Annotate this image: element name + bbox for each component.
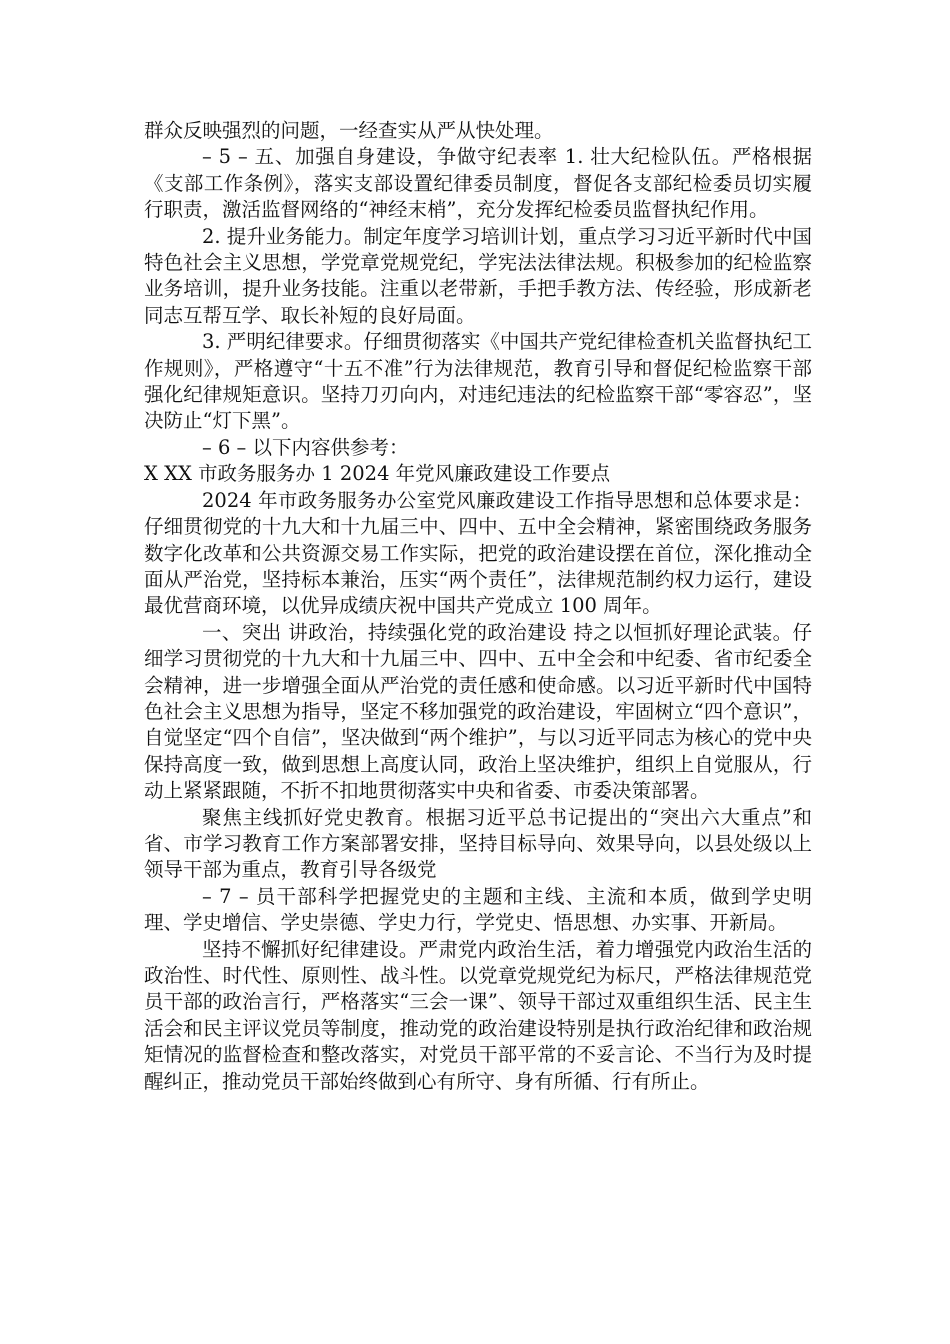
paragraph-2: – 5 – 五、加强自身建设，争做守纪表率 1. 壮大纪检队伍。严格根据《支部工作条例》，落实支部设置纪律委员制度，督促各支部纪检委员切实履行职责，激活监督网络的“神经末梢”，充分发挥纪检委员监督执纪作用。	[144, 145, 812, 222]
paragraph-4: 3. 严明纪律要求。仔细贯彻落实《中国共产党纪律检查机关监督执纪工作规则》，严格遵守“十五不准”行为法律规范，教育引导和督促纪检监察干部强化纪律规矩意识。坚持刀刃向内，对违纪违法的纪检监察干部“零容忍”，坚决防止“灯下黑”。	[144, 330, 812, 433]
paragraph-11: 坚持不懈抓好纪律建设。严肃党内政治生活，着力增强党内政治生活的政治性、时代性、原则性、战斗性。以党章党规党纪为标尺，严格法律规范党员干部的政治言行，严格落实“三会一课”、领导干部过双重组织生活、民主生活会和民主评议党员等制度，推动党的政治建设特别是执行政治纪律和政治规矩情况的监督检查和整改落实，对党员干部平常的不妥言论、不当行为及时提醒纠正，推动党员干部始终做到心有所守、身有所循、行有所止。	[144, 937, 812, 1093]
paragraph-3: 2. 提升业务能力。制定年度学习培训计划，重点学习习近平新时代中国特色社会主义思想，学党章党规党纪，学宪法法律法规。积极参加的纪检监察业务培训，提升业务技能。注重以老带新，手把手教方法、传经验，形成新老同志互帮互学、取长补短的良好局面。	[144, 224, 812, 327]
document-page	[144, 118, 812, 1095]
paragraph-1: 群众反映强烈的问题，一经查实从严从快处理。	[144, 119, 554, 142]
paragraph-8: 一、突出 讲政治，持续强化党的政治建设 持之以恒抓好理论武装。仔细学习贯彻党的十九大和十九届三中、四中、五中全会和中纪委、省市纪委全会精神，进一步增强全面从严治党的责任感和使命感。以习近平新时代中国特色社会主义思想为指导，坚定不移加强党的政治建设，牢固树立“四个意识”，自觉坚定“四个自信”，坚决做到“两个维护”，与以习近平同志为核心的党中央保持高度一致，做到思想上高度认同，政治上坚决维护，组织上自觉服从，行动上紧紧跟随，不折不扣地贯彻落实中央和省委、市委决策部署。	[144, 620, 812, 803]
paragraph-7: 2024 年市政务服务办公室党风廉政建设工作指导思想和总体要求是：仔细贯彻党的十九大和十九届三中、四中、五中全会精神，紧密围绕政务服务数字化改革和公共资源交易工作实际，把党的政治建设摆在首位，深化推动全面从严治党，坚持标本兼治，压实“两个责任”，法律规范制约权力运行，建设最优营商环境，以优异成绩庆祝中国共产党成立 100 周年。	[144, 488, 812, 618]
paragraph-10: – 7 – 员干部科学把握党史的主题和主线、主流和本质，做到学史明理、学史增信、学史崇德、学史力行，学党史、悟思想、办实事、开新局。	[144, 884, 812, 935]
paragraph-6: X XX 市政务服务办 1 2024 年党风廉政建设工作要点	[144, 462, 611, 486]
paragraph-5: – 6 – 以下内容供参考：	[202, 435, 409, 459]
paragraph-9: 聚焦主线抓好党史教育。根据习近平总书记提出的“突出六大重点”和省、市学习教育工作方案部署安排，坚持目标导向、效果导向，以县处级以上领导干部为重点，教育引导各级党	[144, 805, 812, 882]
